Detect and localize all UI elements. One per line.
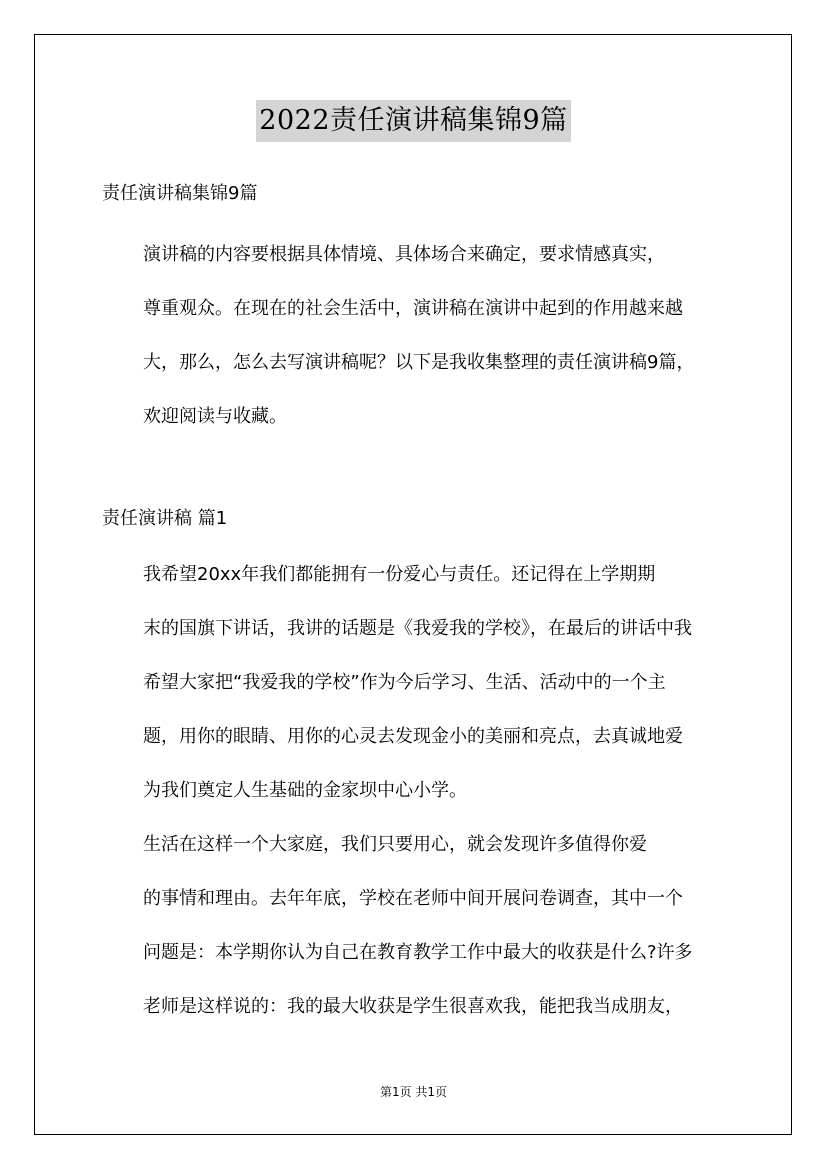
paragraph-line: 生活在这样一个大家庭，我们只要用心，就会发现许多值得你爱 <box>143 834 647 855</box>
paragraph-line: 的事情和理由。去年年底，学校在老师中间开展问卷调查，其中一个 <box>143 888 683 909</box>
intro-line: 欢迎阅读与收藏。 <box>143 406 287 427</box>
page-footer: 第1页 共1页 <box>379 1085 448 1099</box>
intro-line: 尊重观众。在现在的社会生活中，演讲稿在演讲中起到的作用越来越 <box>143 298 683 319</box>
intro-line: 大，那么，怎么去写演讲稿呢？以下是我收集整理的责任演讲稿9篇， <box>143 352 695 373</box>
paragraph-2 <box>102 818 742 1034</box>
intro-line: 演讲稿的内容要根据具体情境、具体场合来确定，要求情感真实， <box>143 244 665 265</box>
paragraph-line: 题，用你的眼睛、用你的心灵去发现金小的美丽和亮点，去真诚地爱 <box>143 726 683 747</box>
title-container <box>0 100 827 142</box>
section-title: 责任演讲稿 篇1 <box>102 508 228 529</box>
paragraph-line: 问题是：本学期你认为自己在教育教学工作中最大的收获是什么?许多 <box>143 942 693 963</box>
document-title: 2022责任演讲稿集锦9篇 <box>256 100 570 142</box>
paragraph-line: 为我们奠定人生基础的金家坝中心小学。 <box>143 780 467 801</box>
intro-paragraph <box>102 228 742 444</box>
paragraph-line: 希望大家把“我爱我的学校”作为今后学习、生活、活动中的一个主 <box>143 672 666 693</box>
paragraph-line: 我希望20xx年我们都能拥有一份爱心与责任。还记得在上学期期 <box>143 564 656 585</box>
paragraph-line: 末的国旗下讲话，我讲的话题是《我爱我的学校》，在最后的讲话中我 <box>143 618 692 639</box>
document-subtitle: 责任演讲稿集锦9篇 <box>102 183 258 204</box>
paragraph-1 <box>102 548 742 818</box>
paragraph-line: 老师是这样说的：我的最大收获是学生很喜欢我，能把我当成朋友， <box>143 996 683 1017</box>
